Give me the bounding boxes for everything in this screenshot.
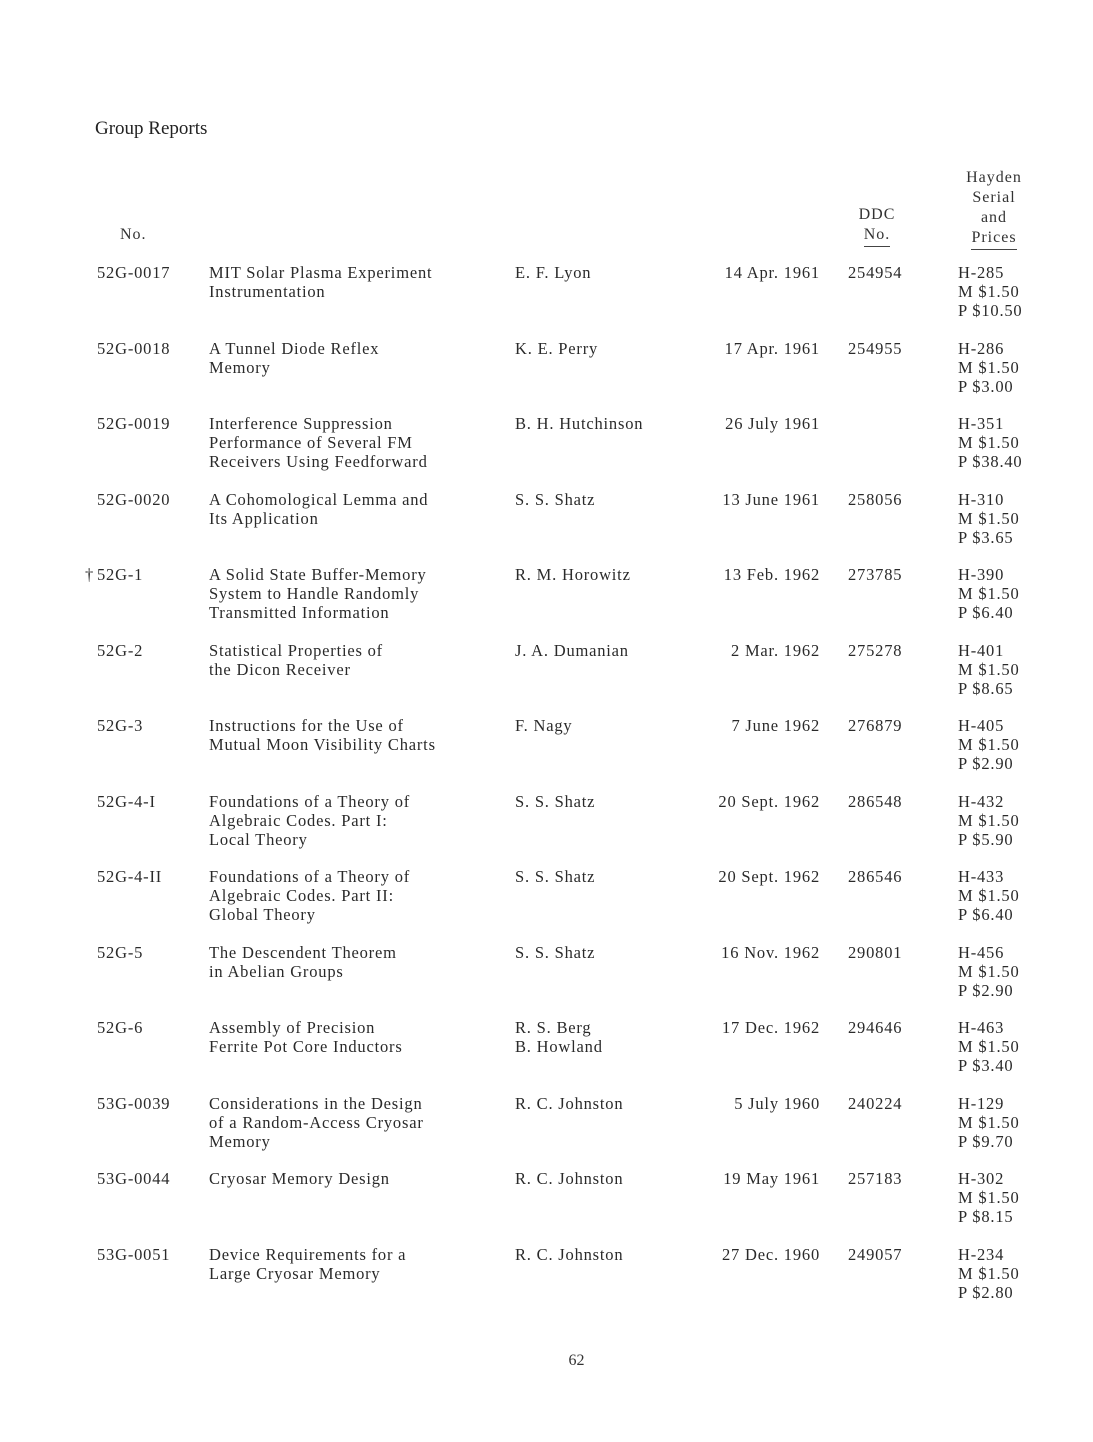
hayden-price-line: M $1.50 xyxy=(958,1188,1020,1207)
hayden-price-line: H-405 xyxy=(958,716,1005,735)
report-number xyxy=(97,716,202,735)
report-date xyxy=(690,867,820,886)
hayden-price-line: H-432 xyxy=(958,792,1005,811)
table-row xyxy=(0,1169,1093,1239)
report-title-line: A Tunnel Diode Reflex xyxy=(209,339,380,358)
report-date-text: 13 June 1961 xyxy=(722,490,820,509)
report-number xyxy=(97,1169,202,1188)
hayden-price-line: M $1.50 xyxy=(958,1037,1020,1056)
report-number xyxy=(97,792,202,811)
report-date-text: 17 Dec. 1962 xyxy=(721,1018,820,1037)
report-number-text: 52G-0017 xyxy=(97,263,171,282)
hayden-price-line: H-433 xyxy=(958,867,1005,886)
report-title-line: Device Requirements for a xyxy=(209,1245,407,1264)
column-header-hayden-line: Serial xyxy=(972,189,1016,206)
report-author-line: R. C. Johnston xyxy=(515,1245,624,1264)
hayden-prices xyxy=(958,641,1058,698)
ddc-number xyxy=(848,792,918,811)
report-title-line: Its Application xyxy=(209,509,319,528)
report-title xyxy=(209,867,509,924)
report-number-text: 52G-0020 xyxy=(97,490,171,509)
report-title xyxy=(209,641,509,679)
report-number xyxy=(97,1245,202,1264)
column-header-no xyxy=(120,225,147,245)
hayden-price-line: M $1.50 xyxy=(958,433,1020,452)
report-number-text: 52G-5 xyxy=(97,943,144,962)
hayden-price-line: P $10.50 xyxy=(958,301,1023,320)
report-title-line: Global Theory xyxy=(209,905,316,924)
table-row xyxy=(0,263,1093,333)
report-author xyxy=(515,716,690,735)
report-author xyxy=(515,339,690,358)
hayden-price-line: H-286 xyxy=(958,339,1005,358)
ddc-number-text: 286548 xyxy=(848,792,903,811)
report-author-line: S. S. Shatz xyxy=(515,490,596,509)
report-number-text: 52G-4-II xyxy=(97,867,163,886)
report-number-text: 52G-2 xyxy=(97,641,144,660)
table-row xyxy=(0,490,1093,560)
ddc-number-text: 276879 xyxy=(848,716,903,735)
hayden-price-line: H-351 xyxy=(958,414,1005,433)
table-row xyxy=(0,867,1093,937)
report-author xyxy=(515,565,690,584)
report-author-line: B. Howland xyxy=(515,1037,603,1056)
report-title-line: of a Random-Access Cryosar xyxy=(209,1113,424,1132)
ddc-number xyxy=(848,716,918,735)
report-title-line: Performance of Several FM xyxy=(209,433,413,452)
ddc-number xyxy=(848,1169,918,1188)
report-title-line: Local Theory xyxy=(209,830,308,849)
report-number xyxy=(97,263,202,282)
report-number xyxy=(97,867,202,886)
report-author-line: B. H. Hutchinson xyxy=(515,414,644,433)
ddc-number-text: 258056 xyxy=(848,490,903,509)
report-author-line: R. M. Horowitz xyxy=(515,565,631,584)
report-title xyxy=(209,1094,509,1151)
report-title-line: Large Cryosar Memory xyxy=(209,1264,381,1283)
hayden-price-line: P $3.40 xyxy=(958,1056,1014,1075)
hayden-prices xyxy=(958,263,1058,320)
hayden-price-line: H-302 xyxy=(958,1169,1005,1188)
report-date-text: 20 Sept. 1962 xyxy=(718,867,820,886)
report-title-line: A Solid State Buffer-Memory xyxy=(209,565,427,584)
hayden-price-line: M $1.50 xyxy=(958,358,1020,377)
report-author-line: R. S. Berg xyxy=(515,1018,592,1037)
report-date xyxy=(690,565,820,584)
hayden-price-line: M $1.50 xyxy=(958,1264,1020,1283)
report-title xyxy=(209,716,509,754)
report-date xyxy=(690,339,820,358)
report-number xyxy=(97,1018,202,1037)
report-title-line: Algebraic Codes. Part I: xyxy=(209,811,388,830)
ddc-number-text: 254954 xyxy=(848,263,903,282)
ddc-number xyxy=(848,1245,918,1264)
report-title-line: Foundations of a Theory of xyxy=(209,867,411,886)
report-author xyxy=(515,1245,690,1264)
column-header-ddc-line: DDC xyxy=(858,206,896,223)
report-date xyxy=(690,1018,820,1037)
table-row xyxy=(0,1245,1093,1315)
report-date-text: 19 May 1961 xyxy=(723,1169,820,1188)
report-title-line: Statistical Properties of xyxy=(209,641,383,660)
report-number xyxy=(97,414,202,433)
hayden-price-line: M $1.50 xyxy=(958,282,1020,301)
report-title xyxy=(209,792,509,849)
report-date xyxy=(690,414,820,433)
report-date xyxy=(690,263,820,282)
column-header-no-label: No. xyxy=(120,226,147,243)
hayden-price-line: P $5.90 xyxy=(958,830,1014,849)
column-header-ddc xyxy=(852,205,902,247)
hayden-price-line: M $1.50 xyxy=(958,886,1020,905)
hayden-price-line: P $2.90 xyxy=(958,981,1014,1000)
report-title xyxy=(209,1018,509,1056)
report-author xyxy=(515,943,690,962)
hayden-price-line: M $1.50 xyxy=(958,735,1020,754)
report-author-line: R. C. Johnston xyxy=(515,1094,624,1113)
hayden-price-line: P $2.90 xyxy=(958,754,1014,773)
ddc-number-text: 254955 xyxy=(848,339,903,358)
page-heading: Group Reports xyxy=(95,118,208,139)
report-title xyxy=(209,339,509,377)
hayden-price-line: P $9.70 xyxy=(958,1132,1014,1151)
hayden-prices xyxy=(958,792,1058,849)
hayden-prices xyxy=(958,565,1058,622)
report-date xyxy=(690,490,820,509)
report-number-text: 52G-4-I xyxy=(97,792,156,811)
hayden-price-line: H-456 xyxy=(958,943,1005,962)
report-title-line: Memory xyxy=(209,358,271,377)
hayden-prices xyxy=(958,867,1058,924)
report-number-text: 53G-0044 xyxy=(97,1169,171,1188)
ddc-number-text: 294646 xyxy=(848,1018,903,1037)
ddc-number xyxy=(848,641,918,660)
table-row xyxy=(0,414,1093,484)
report-number xyxy=(97,339,202,358)
report-number-text: 52G-3 xyxy=(97,716,144,735)
hayden-price-line: M $1.50 xyxy=(958,1113,1020,1132)
report-date-text: 7 June 1962 xyxy=(731,716,820,735)
report-date-text: 17 Apr. 1961 xyxy=(724,339,820,358)
report-author-line: F. Nagy xyxy=(515,716,573,735)
report-author xyxy=(515,641,690,660)
report-title-line: Algebraic Codes. Part II: xyxy=(209,886,394,905)
report-number xyxy=(97,641,202,660)
report-author-line: K. E. Perry xyxy=(515,339,599,358)
ddc-number-text: 290801 xyxy=(848,943,903,962)
report-date-text: 14 Apr. 1961 xyxy=(724,263,820,282)
report-author xyxy=(515,1018,690,1056)
hayden-price-line: P $3.00 xyxy=(958,377,1014,396)
hayden-price-line: H-234 xyxy=(958,1245,1005,1264)
hayden-price-line: P $3.65 xyxy=(958,528,1014,547)
column-header-hayden-line: Hayden xyxy=(966,169,1022,186)
report-author xyxy=(515,263,690,282)
ddc-number-text: 249057 xyxy=(848,1245,903,1264)
hayden-price-line: H-310 xyxy=(958,490,1005,509)
report-title-line: Foundations of a Theory of xyxy=(209,792,411,811)
report-title-line: Considerations in the Design xyxy=(209,1094,423,1113)
report-number-text: 53G-0051 xyxy=(97,1245,171,1264)
report-title-line: Assembly of Precision xyxy=(209,1018,376,1037)
ddc-number xyxy=(848,1018,918,1037)
report-title xyxy=(209,414,509,471)
report-date-text: 26 July 1961 xyxy=(725,414,820,433)
hayden-price-line: H-390 xyxy=(958,565,1005,584)
ddc-number-text: 257183 xyxy=(848,1169,903,1188)
report-title-line: Receivers Using Feedforward xyxy=(209,452,428,471)
report-date xyxy=(690,943,820,962)
table-row xyxy=(0,943,1093,1013)
report-date-text: 27 Dec. 1960 xyxy=(721,1245,820,1264)
report-title xyxy=(209,263,509,301)
hayden-price-line: M $1.50 xyxy=(958,811,1020,830)
report-date xyxy=(690,716,820,735)
table-row xyxy=(0,1018,1093,1088)
report-title-line: MIT Solar Plasma Experiment xyxy=(209,263,433,282)
report-title xyxy=(209,1245,509,1283)
report-number-text: 52G-1 xyxy=(97,565,144,584)
report-title-line: Cryosar Memory Design xyxy=(209,1169,390,1188)
report-title-line: Ferrite Pot Core Inductors xyxy=(209,1037,403,1056)
report-author xyxy=(515,867,690,886)
report-author xyxy=(515,1094,690,1113)
report-title xyxy=(209,565,509,622)
report-date-text: 20 Sept. 1962 xyxy=(718,792,820,811)
report-number xyxy=(97,943,202,962)
table-row xyxy=(0,1094,1093,1164)
report-author-line: R. C. Johnston xyxy=(515,1169,624,1188)
hayden-prices xyxy=(958,716,1058,773)
ddc-number xyxy=(848,490,918,509)
table-row xyxy=(0,339,1093,409)
ddc-number xyxy=(848,263,918,282)
report-date-text: 13 Feb. 1962 xyxy=(723,565,820,584)
report-title xyxy=(209,1169,509,1188)
column-header-hayden-line: and xyxy=(980,209,1008,226)
hayden-price-line: H-401 xyxy=(958,641,1005,660)
ddc-number-text: 286546 xyxy=(848,867,903,886)
ddc-number-text: 275278 xyxy=(848,641,903,660)
column-header-ddc-line: No. xyxy=(864,225,891,247)
report-author xyxy=(515,414,690,433)
hayden-price-line: H-463 xyxy=(958,1018,1005,1037)
report-author-line: J. A. Dumanian xyxy=(515,641,629,660)
hayden-price-line: M $1.50 xyxy=(958,660,1020,679)
hayden-price-line: M $1.50 xyxy=(958,584,1020,603)
report-author xyxy=(515,490,690,509)
hayden-price-line: P $8.15 xyxy=(958,1207,1014,1226)
ddc-number-text: 240224 xyxy=(848,1094,903,1113)
hayden-price-line: H-285 xyxy=(958,263,1005,282)
report-date xyxy=(690,1245,820,1264)
report-number-text: 52G-0018 xyxy=(97,339,171,358)
report-title-line: Instructions for the Use of xyxy=(209,716,404,735)
report-author-line: S. S. Shatz xyxy=(515,943,596,962)
report-title-line: The Descendent Theorem xyxy=(209,943,397,962)
hayden-prices xyxy=(958,1245,1058,1302)
report-title-line: Mutual Moon Visibility Charts xyxy=(209,735,436,754)
column-header-hayden-line: Prices xyxy=(971,228,1016,250)
report-title-line: the Dicon Receiver xyxy=(209,660,351,679)
report-date xyxy=(690,641,820,660)
hayden-price-line: M $1.50 xyxy=(958,962,1020,981)
report-title-line: Memory xyxy=(209,1132,271,1151)
report-date-text: 5 July 1960 xyxy=(734,1094,820,1113)
ddc-number xyxy=(848,943,918,962)
report-title xyxy=(209,943,509,981)
report-number-text: 53G-0039 xyxy=(97,1094,171,1113)
hayden-prices xyxy=(958,490,1058,547)
page-number: 62 xyxy=(568,1352,585,1369)
ddc-number-text: 273785 xyxy=(848,565,903,584)
report-author-line: E. F. Lyon xyxy=(515,263,592,282)
hayden-prices xyxy=(958,943,1058,1000)
table-row xyxy=(0,641,1093,711)
table-row xyxy=(0,565,1093,635)
hayden-prices xyxy=(958,1094,1058,1151)
report-date xyxy=(690,792,820,811)
report-number-text: 52G-0019 xyxy=(97,414,171,433)
report-title-line: in Abelian Groups xyxy=(209,962,344,981)
ddc-number xyxy=(848,339,918,358)
report-date xyxy=(690,1169,820,1188)
report-date-text: 2 Mar. 1962 xyxy=(730,641,820,660)
report-title-line: Transmitted Information xyxy=(209,603,390,622)
report-author xyxy=(515,792,690,811)
table-row xyxy=(0,792,1093,862)
hayden-price-line: P $2.80 xyxy=(958,1283,1014,1302)
hayden-price-line: P $38.40 xyxy=(958,452,1023,471)
report-author-line: S. S. Shatz xyxy=(515,867,596,886)
hayden-price-line: H-129 xyxy=(958,1094,1005,1113)
table-row xyxy=(0,716,1093,786)
hayden-price-line: P $6.40 xyxy=(958,603,1014,622)
hayden-prices xyxy=(958,1169,1058,1226)
ddc-number xyxy=(848,1094,918,1113)
dagger-mark: † xyxy=(85,565,95,584)
report-number-text: 52G-6 xyxy=(97,1018,144,1037)
report-title-line: System to Handle Randomly xyxy=(209,584,420,603)
report-title-line: Interference Suppression xyxy=(209,414,393,433)
hayden-prices xyxy=(958,339,1058,396)
report-title xyxy=(209,490,509,528)
report-date xyxy=(690,1094,820,1113)
ddc-number xyxy=(848,867,918,886)
report-author-line: S. S. Shatz xyxy=(515,792,596,811)
hayden-prices xyxy=(958,414,1058,471)
report-number xyxy=(85,565,202,584)
report-title-line: A Cohomological Lemma and xyxy=(209,490,429,509)
hayden-price-line: P $8.65 xyxy=(958,679,1014,698)
report-title-line: Instrumentation xyxy=(209,282,326,301)
report-number xyxy=(97,490,202,509)
hayden-price-line: M $1.50 xyxy=(958,509,1020,528)
hayden-price-line: P $6.40 xyxy=(958,905,1014,924)
report-author xyxy=(515,1169,690,1188)
report-date-text: 16 Nov. 1962 xyxy=(721,943,820,962)
ddc-number xyxy=(848,565,918,584)
column-header-hayden xyxy=(958,168,1030,250)
hayden-prices xyxy=(958,1018,1058,1075)
report-number xyxy=(97,1094,202,1113)
